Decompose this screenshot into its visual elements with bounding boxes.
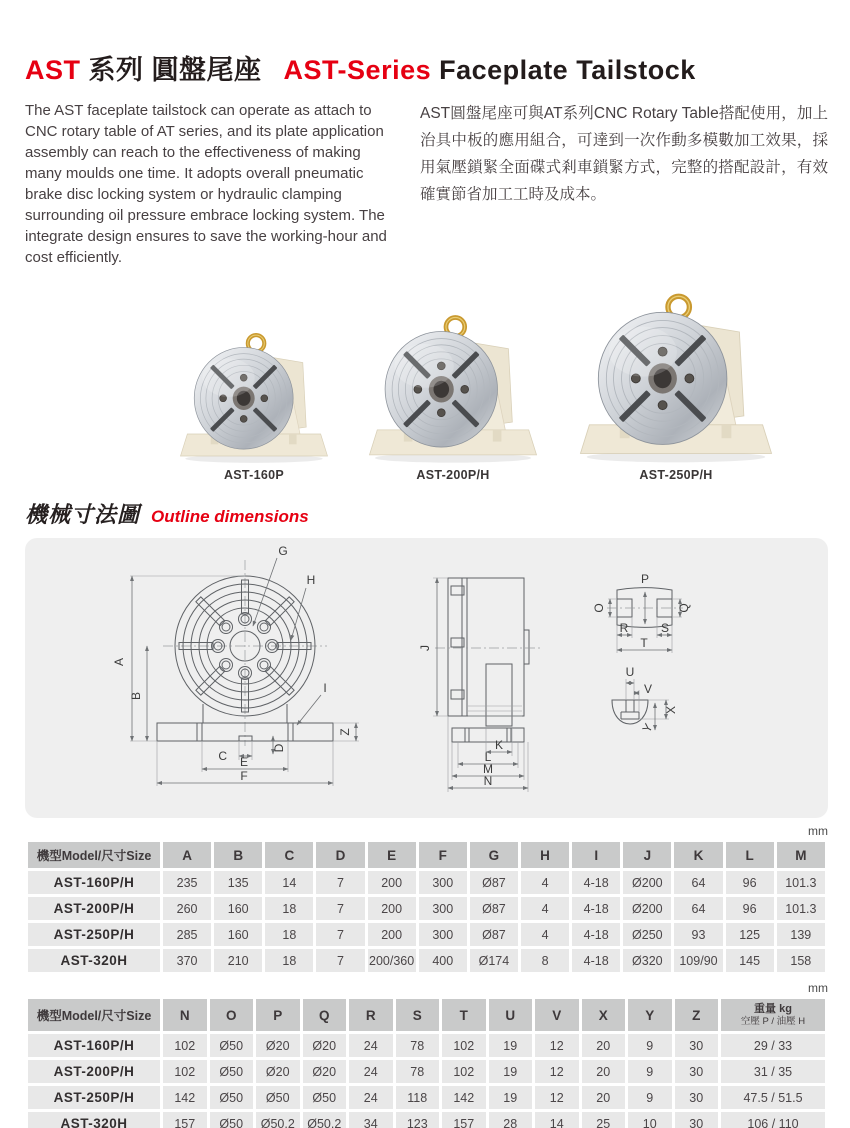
model-cell: AST-160P/H [28, 1034, 160, 1057]
front-view [112, 544, 359, 786]
dim-label-x: X [664, 705, 678, 715]
value-cell: 18 [265, 923, 313, 946]
value-cell: 101.3 [777, 897, 825, 920]
value-cell: Ø20 [256, 1034, 300, 1057]
dim-label-s: S [660, 621, 670, 635]
value-cell: 4-18 [572, 871, 620, 894]
value-cell: 7 [316, 897, 364, 920]
table-row [28, 1060, 825, 1083]
column-header: Q [303, 999, 347, 1031]
column-header: O [210, 999, 254, 1031]
dim-label-o: O [592, 603, 606, 613]
column-header: V [535, 999, 579, 1031]
value-cell: Ø87 [470, 871, 518, 894]
value-cell: 64 [674, 871, 722, 894]
value-cell: 30 [675, 1034, 719, 1057]
model-cell: AST-250P/H [28, 1086, 160, 1109]
weight-column-header: 重量 kg 空壓 P / 油壓 H [721, 999, 825, 1031]
tailstock-photo-small [175, 324, 333, 465]
value-cell: 18 [265, 949, 313, 972]
value-cell: 24 [349, 1086, 393, 1109]
value-cell: 4-18 [572, 949, 620, 972]
column-header: I [572, 842, 620, 868]
column-header: S [396, 999, 440, 1031]
value-cell: 7 [316, 949, 364, 972]
column-header: D [316, 842, 364, 868]
table-header-row [28, 842, 825, 868]
value-cell: 123 [396, 1112, 440, 1128]
value-cell: 210 [214, 949, 262, 972]
product-ast-250ph [573, 282, 779, 482]
value-cell: 4 [521, 897, 569, 920]
dim-label-v: V [643, 682, 653, 696]
value-cell: 14 [265, 871, 313, 894]
model-cell: AST-160P/H [28, 871, 160, 894]
dim-label-r: R [619, 621, 629, 635]
value-cell: 125 [726, 923, 774, 946]
value-cell: 8 [521, 949, 569, 972]
model-cell: AST-200P/H [28, 897, 160, 920]
product-label: AST-250P/H [639, 468, 713, 482]
product-label: AST-160P [223, 468, 285, 482]
value-cell: 139 [777, 923, 825, 946]
value-cell: 30 [675, 1086, 719, 1109]
value-cell: 160 [214, 897, 262, 920]
value-cell: 300 [419, 923, 467, 946]
value-cell: 96 [726, 871, 774, 894]
value-cell: Ø50 [256, 1086, 300, 1109]
value-cell: 12 [535, 1034, 579, 1057]
value-cell: 25 [582, 1112, 626, 1128]
value-cell: 235 [163, 871, 211, 894]
column-header: F [419, 842, 467, 868]
page-title [25, 0, 828, 87]
value-cell: 157 [163, 1112, 207, 1128]
dim-label-b: B [129, 691, 143, 701]
value-cell: 47.5 / 51.5 [721, 1086, 825, 1109]
column-header: R [349, 999, 393, 1031]
value-cell: 34 [349, 1112, 393, 1128]
column-header: B [214, 842, 262, 868]
value-cell: 157 [442, 1112, 486, 1128]
value-cell: 200 [368, 871, 416, 894]
value-cell: 78 [396, 1060, 440, 1083]
column-header: M [777, 842, 825, 868]
dim-label-t: T [640, 636, 648, 650]
table-row [28, 897, 825, 920]
value-cell: 9 [628, 1086, 672, 1109]
value-cell: 29 / 33 [721, 1034, 825, 1057]
value-cell: 102 [163, 1034, 207, 1057]
column-header: H [521, 842, 569, 868]
dim-label-p: P [640, 572, 650, 586]
dim-label-q: Q [677, 603, 691, 613]
dim-label-m: M [483, 762, 493, 776]
value-cell: 158 [777, 949, 825, 972]
value-cell: Ø200 [623, 897, 671, 920]
value-cell: Ø87 [470, 897, 518, 920]
value-cell: 9 [628, 1060, 672, 1083]
product-ast-160p [175, 324, 333, 482]
unit-label-mm: mm [808, 824, 828, 838]
value-cell: 102 [442, 1034, 486, 1057]
value-cell: 145 [726, 949, 774, 972]
table-row [28, 1112, 825, 1128]
value-cell: 96 [726, 897, 774, 920]
value-cell: Ø50 [303, 1086, 347, 1109]
dim-label-l: L [484, 750, 492, 764]
value-cell: 102 [442, 1060, 486, 1083]
value-cell: 4 [521, 923, 569, 946]
value-cell: Ø50 [210, 1060, 254, 1083]
value-cell: 19 [489, 1086, 533, 1109]
value-cell: 9 [628, 1034, 672, 1057]
title-series-red: AST [25, 55, 81, 85]
value-cell: 78 [396, 1034, 440, 1057]
column-header: Y [628, 999, 672, 1031]
column-header: T [442, 999, 486, 1031]
value-cell: Ø20 [256, 1060, 300, 1083]
value-cell: 135 [214, 871, 262, 894]
value-cell: 19 [489, 1060, 533, 1083]
value-cell: Ø50 [210, 1086, 254, 1109]
value-cell: Ø320 [623, 949, 671, 972]
value-cell: 7 [316, 923, 364, 946]
value-cell: 20 [582, 1034, 626, 1057]
value-cell: 30 [675, 1060, 719, 1083]
value-cell: 200 [368, 923, 416, 946]
value-cell: Ø50.2 [303, 1112, 347, 1128]
value-cell: 200 [368, 897, 416, 920]
value-cell: 24 [349, 1060, 393, 1083]
value-cell: 101.3 [777, 871, 825, 894]
column-header: C [265, 842, 313, 868]
value-cell: 102 [163, 1060, 207, 1083]
product-ast-200ph [363, 305, 543, 482]
dim-label-i: I [323, 681, 327, 695]
model-size-header: 機型Model/尺寸Size [28, 999, 160, 1031]
unit-label-mm: mm [808, 981, 828, 995]
dim-label-d: D [272, 743, 286, 753]
model-cell: AST-200P/H [28, 1060, 160, 1083]
value-cell: 118 [396, 1086, 440, 1109]
value-cell: 4-18 [572, 923, 620, 946]
heading-english: Outline dimensions [151, 507, 309, 526]
value-cell: 260 [163, 897, 211, 920]
column-header: E [368, 842, 416, 868]
dim-label-j: J [418, 645, 432, 651]
outline-drawing-panel [25, 538, 828, 818]
value-cell: 30 [675, 1112, 719, 1128]
value-cell: 4 [521, 871, 569, 894]
dim-label-k: K [494, 738, 504, 752]
dimension-table-n-z [25, 996, 828, 1128]
value-cell: 300 [419, 871, 467, 894]
value-cell: 20 [582, 1060, 626, 1083]
table-row [28, 871, 825, 894]
column-header: J [623, 842, 671, 868]
column-header: A [163, 842, 211, 868]
table-header-row [28, 999, 825, 1031]
value-cell: Ø20 [303, 1060, 347, 1083]
value-cell: 14 [535, 1112, 579, 1128]
quill-view [592, 572, 691, 653]
model-size-header: 機型Model/尺寸Size [28, 842, 160, 868]
intro-chinese: AST圓盤尾座可與AT系列CNC Rotary Table搭配使用，加上治具中板的應用組合，可達到一次作動多模數加工效果，採用氣壓鎖緊全面碟式剎車鎖緊方式，完整的搭配設計，有效確實節省加工工時及成本。 [420, 105, 828, 203]
table-row [28, 1034, 825, 1057]
table-row [28, 923, 825, 946]
table-row [28, 1086, 825, 1109]
model-cell: AST-320H [28, 949, 160, 972]
dim-label-g: G [278, 544, 288, 558]
column-header: X [582, 999, 626, 1031]
value-cell: 19 [489, 1034, 533, 1057]
column-header: N [163, 999, 207, 1031]
value-cell: Ø174 [470, 949, 518, 972]
value-cell: 12 [535, 1086, 579, 1109]
value-cell: 370 [163, 949, 211, 972]
value-cell: Ø20 [303, 1034, 347, 1057]
dim-label-a: A [112, 657, 126, 667]
table-row [28, 949, 825, 972]
value-cell: Ø50.2 [256, 1112, 300, 1128]
dimension-table-a-m [25, 839, 828, 975]
intro-section [25, 100, 828, 268]
title-series-black: 系列 圓盤尾座 [88, 55, 262, 85]
column-header: U [489, 999, 533, 1031]
dim-label-c: C [218, 749, 227, 763]
dim-label-z: Z [338, 728, 352, 736]
title-en-red: AST-Series [283, 55, 432, 85]
tslot-view [612, 665, 678, 735]
dim-label-e: E [239, 755, 249, 769]
value-cell: 64 [674, 897, 722, 920]
dim-label-n: N [483, 774, 493, 788]
column-header: Z [675, 999, 719, 1031]
model-cell: AST-250P/H [28, 923, 160, 946]
product-photos [25, 282, 828, 482]
value-cell: Ø250 [623, 923, 671, 946]
column-header: L [726, 842, 774, 868]
value-cell: 18 [265, 897, 313, 920]
intro-english: The AST faceplate tailstock can operate as attach to CNC rotary table of AT series, and its plate application assembly can reach to the effectiveness of making many moulds one time. It adopts overall pneumatic brake disc locking system or hydraulic clamping surrounding oil pressure embrace locking system. The integrate design ensures to save the working-hour and cost efficiently. [25, 102, 387, 266]
value-cell: 285 [163, 923, 211, 946]
value-cell: 24 [349, 1034, 393, 1057]
value-cell: 7 [316, 871, 364, 894]
value-cell: 300 [419, 897, 467, 920]
value-cell: 160 [214, 923, 262, 946]
value-cell: 400 [419, 949, 467, 972]
tailstock-photo-medium [363, 305, 543, 465]
value-cell: 31 / 35 [721, 1060, 825, 1083]
value-cell: 93 [674, 923, 722, 946]
dim-label-f: F [240, 769, 248, 783]
value-cell: 10 [628, 1112, 672, 1128]
column-header: G [470, 842, 518, 868]
side-view [418, 578, 541, 792]
column-header: P [256, 999, 300, 1031]
value-cell: 200/360 [368, 949, 416, 972]
value-cell: Ø87 [470, 923, 518, 946]
title-en-black: Faceplate Tailstock [439, 55, 696, 85]
outline-dimensions-heading [25, 498, 828, 529]
value-cell: Ø50 [210, 1034, 254, 1057]
value-cell: Ø200 [623, 871, 671, 894]
product-label: AST-200P/H [416, 468, 490, 482]
value-cell: 4-18 [572, 897, 620, 920]
value-cell: 20 [582, 1086, 626, 1109]
model-cell: AST-320H [28, 1112, 160, 1128]
tailstock-photo-large [573, 282, 779, 465]
value-cell: 142 [163, 1086, 207, 1109]
dim-label-y: Y [639, 721, 656, 735]
outline-drawing [25, 538, 828, 818]
value-cell: 106 / 110 [721, 1112, 825, 1128]
column-header: K [674, 842, 722, 868]
heading-chinese: 機械寸法圖 [25, 502, 141, 527]
dim-label-h: H [306, 573, 316, 587]
value-cell: 28 [489, 1112, 533, 1128]
value-cell: 12 [535, 1060, 579, 1083]
dim-label-u: U [625, 665, 635, 679]
value-cell: 109/90 [674, 949, 722, 972]
value-cell: Ø50 [210, 1112, 254, 1128]
value-cell: 142 [442, 1086, 486, 1109]
